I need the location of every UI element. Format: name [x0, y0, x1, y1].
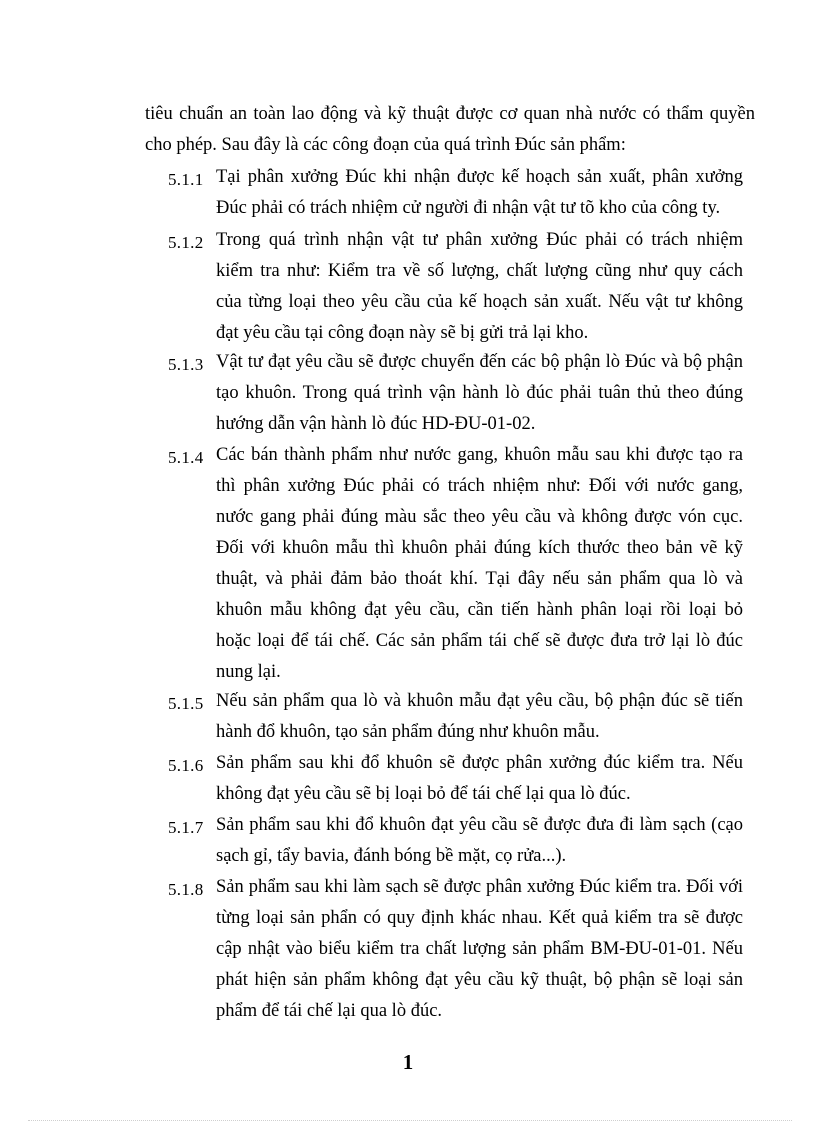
list-item-5-1-2	[168, 225, 758, 349]
item-line: khuôn mẫu không đạt yêu cầu, cần tiến hành phân loại rồi loại bỏ	[216, 600, 743, 620]
item-line: đạt yêu cầu tại công đoạn này sẽ bị gửi trả lại kho.	[216, 323, 589, 343]
item-number: 5.1.4	[168, 448, 204, 467]
list-item-5-1-6	[168, 748, 758, 810]
item-line: của từng loại theo yêu cầu của kế hoạch sản xuất. Nếu vật tư không	[216, 292, 743, 312]
list-item-5-1-7	[168, 810, 758, 872]
page-number: 1	[402, 1050, 414, 1074]
item-number: 5.1.6	[168, 756, 204, 775]
intro-line-2: cho phép. Sau đây là các công đoạn của quá trình Đúc sản phẩm:	[145, 135, 626, 155]
item-line: từng loại sản phẩn có quy định khác nhau. Kết quả kiểm tra sẽ được	[216, 908, 743, 928]
item-text	[216, 347, 743, 440]
item-line: Đối với khuôn mẫu thì khuôn phải đúng kích thước theo bản vẽ kỹ	[216, 538, 743, 558]
item-number: 5.1.7	[168, 818, 204, 837]
item-line: thì phân xưởng Đúc phải có trách nhiệm như: Đối với nước gang,	[216, 476, 743, 496]
item-line: nước gang phải đúng màu sắc theo yêu cầu và không được vón cục.	[216, 507, 743, 527]
item-line: hướng dẫn vận hành lò đúc HD-ĐU-01-02.	[216, 414, 536, 434]
item-line: Nếu sản phẩm qua lò và khuôn mẫu đạt yêu cầu, bộ phận đúc sẽ tiến	[216, 691, 743, 711]
item-number: 5.1.2	[168, 233, 204, 252]
item-text	[216, 440, 743, 688]
item-text	[216, 225, 743, 349]
item-line: sạch gỉ, tẩy bavia, đánh bóng bề mặt, cọ rửa...).	[216, 846, 567, 866]
item-line: Đúc phải có trách nhiệm cử người đi nhận vật tư tõ kho của công ty.	[216, 198, 721, 218]
item-number: 5.1.5	[168, 694, 204, 713]
item-line: kiểm tra như: Kiểm tra về số lượng, chất lượng cũng như quy cách	[216, 261, 743, 281]
intro-line-1: tiêu chuẩn an toàn lao động và kỹ thuật được cơ quan nhà nước có thẩm quyền	[145, 104, 755, 124]
list-item-5-1-3	[168, 347, 758, 440]
item-line: không đạt yêu cầu sẽ bị loại bỏ để tái chế lại qua lò đúc.	[216, 784, 631, 804]
item-line: hành đổ khuôn, tạo sản phẩm đúng như khuôn mẫu.	[216, 722, 600, 742]
item-number: 5.1.8	[168, 880, 204, 899]
item-number: 5.1.3	[168, 355, 204, 374]
item-text	[216, 162, 743, 224]
item-text	[216, 686, 743, 748]
item-line: hoặc loại để tái chế. Các sản phẩm tái chế sẽ được đưa trở lại lò đúc	[216, 631, 743, 651]
item-line: Tại phân xưởng Đúc khi nhận được kế hoạch sản xuất, phân xưởng	[216, 167, 743, 187]
item-text	[216, 872, 743, 1027]
item-text	[216, 810, 743, 872]
item-text	[216, 748, 743, 810]
item-line: phẩm để tái chế lại qua lò đúc.	[216, 1001, 443, 1021]
item-line: Các bán thành phẩm như nước gang, khuôn mẫu sau khi được tạo ra	[216, 445, 743, 465]
item-line: tạo khuôn. Trong quá trình vận hành lò đúc phải tuân thủ theo đúng	[216, 383, 743, 403]
item-number: 5.1.1	[168, 170, 204, 189]
item-line: Trong quá trình nhận vật tư phân xưởng Đúc phải có trách nhiệm	[216, 230, 743, 250]
item-line: Vật tư đạt yêu cầu sẽ được chuyển đến các bộ phận lò Đúc và bộ phận	[216, 352, 743, 372]
item-line: Sản phẩm sau khi đổ khuôn đạt yêu cầu sẽ được đưa đi làm sạch (cạo	[216, 815, 743, 835]
item-line: Sản phẩm sau khi làm sạch sẽ được phân xưởng Đúc kiểm tra. Đối với	[216, 877, 743, 897]
item-line: cập nhật vào biểu kiểm tra chất lượng sản phẩm BM-ĐU-01-01. Nếu	[216, 939, 743, 959]
list-item-5-1-1	[168, 162, 758, 224]
item-line: nung lại.	[216, 662, 281, 682]
list-item-5-1-5	[168, 686, 758, 748]
item-line: Sản phẩm sau khi đổ khuôn sẽ được phân xưởng đúc kiểm tra. Nếu	[216, 753, 743, 773]
item-line: phát hiện sản phẩm không đạt yêu cầu kỹ thuật, bộ phận sẽ loại sản	[216, 970, 743, 990]
list-item-5-1-8	[168, 872, 758, 1027]
item-line: thuật, và phải đảm bảo thoát khí. Tại đây nếu sản phẩm qua lò và	[216, 569, 743, 589]
page-bottom-divider	[28, 1120, 792, 1121]
list-item-5-1-4	[168, 440, 758, 688]
